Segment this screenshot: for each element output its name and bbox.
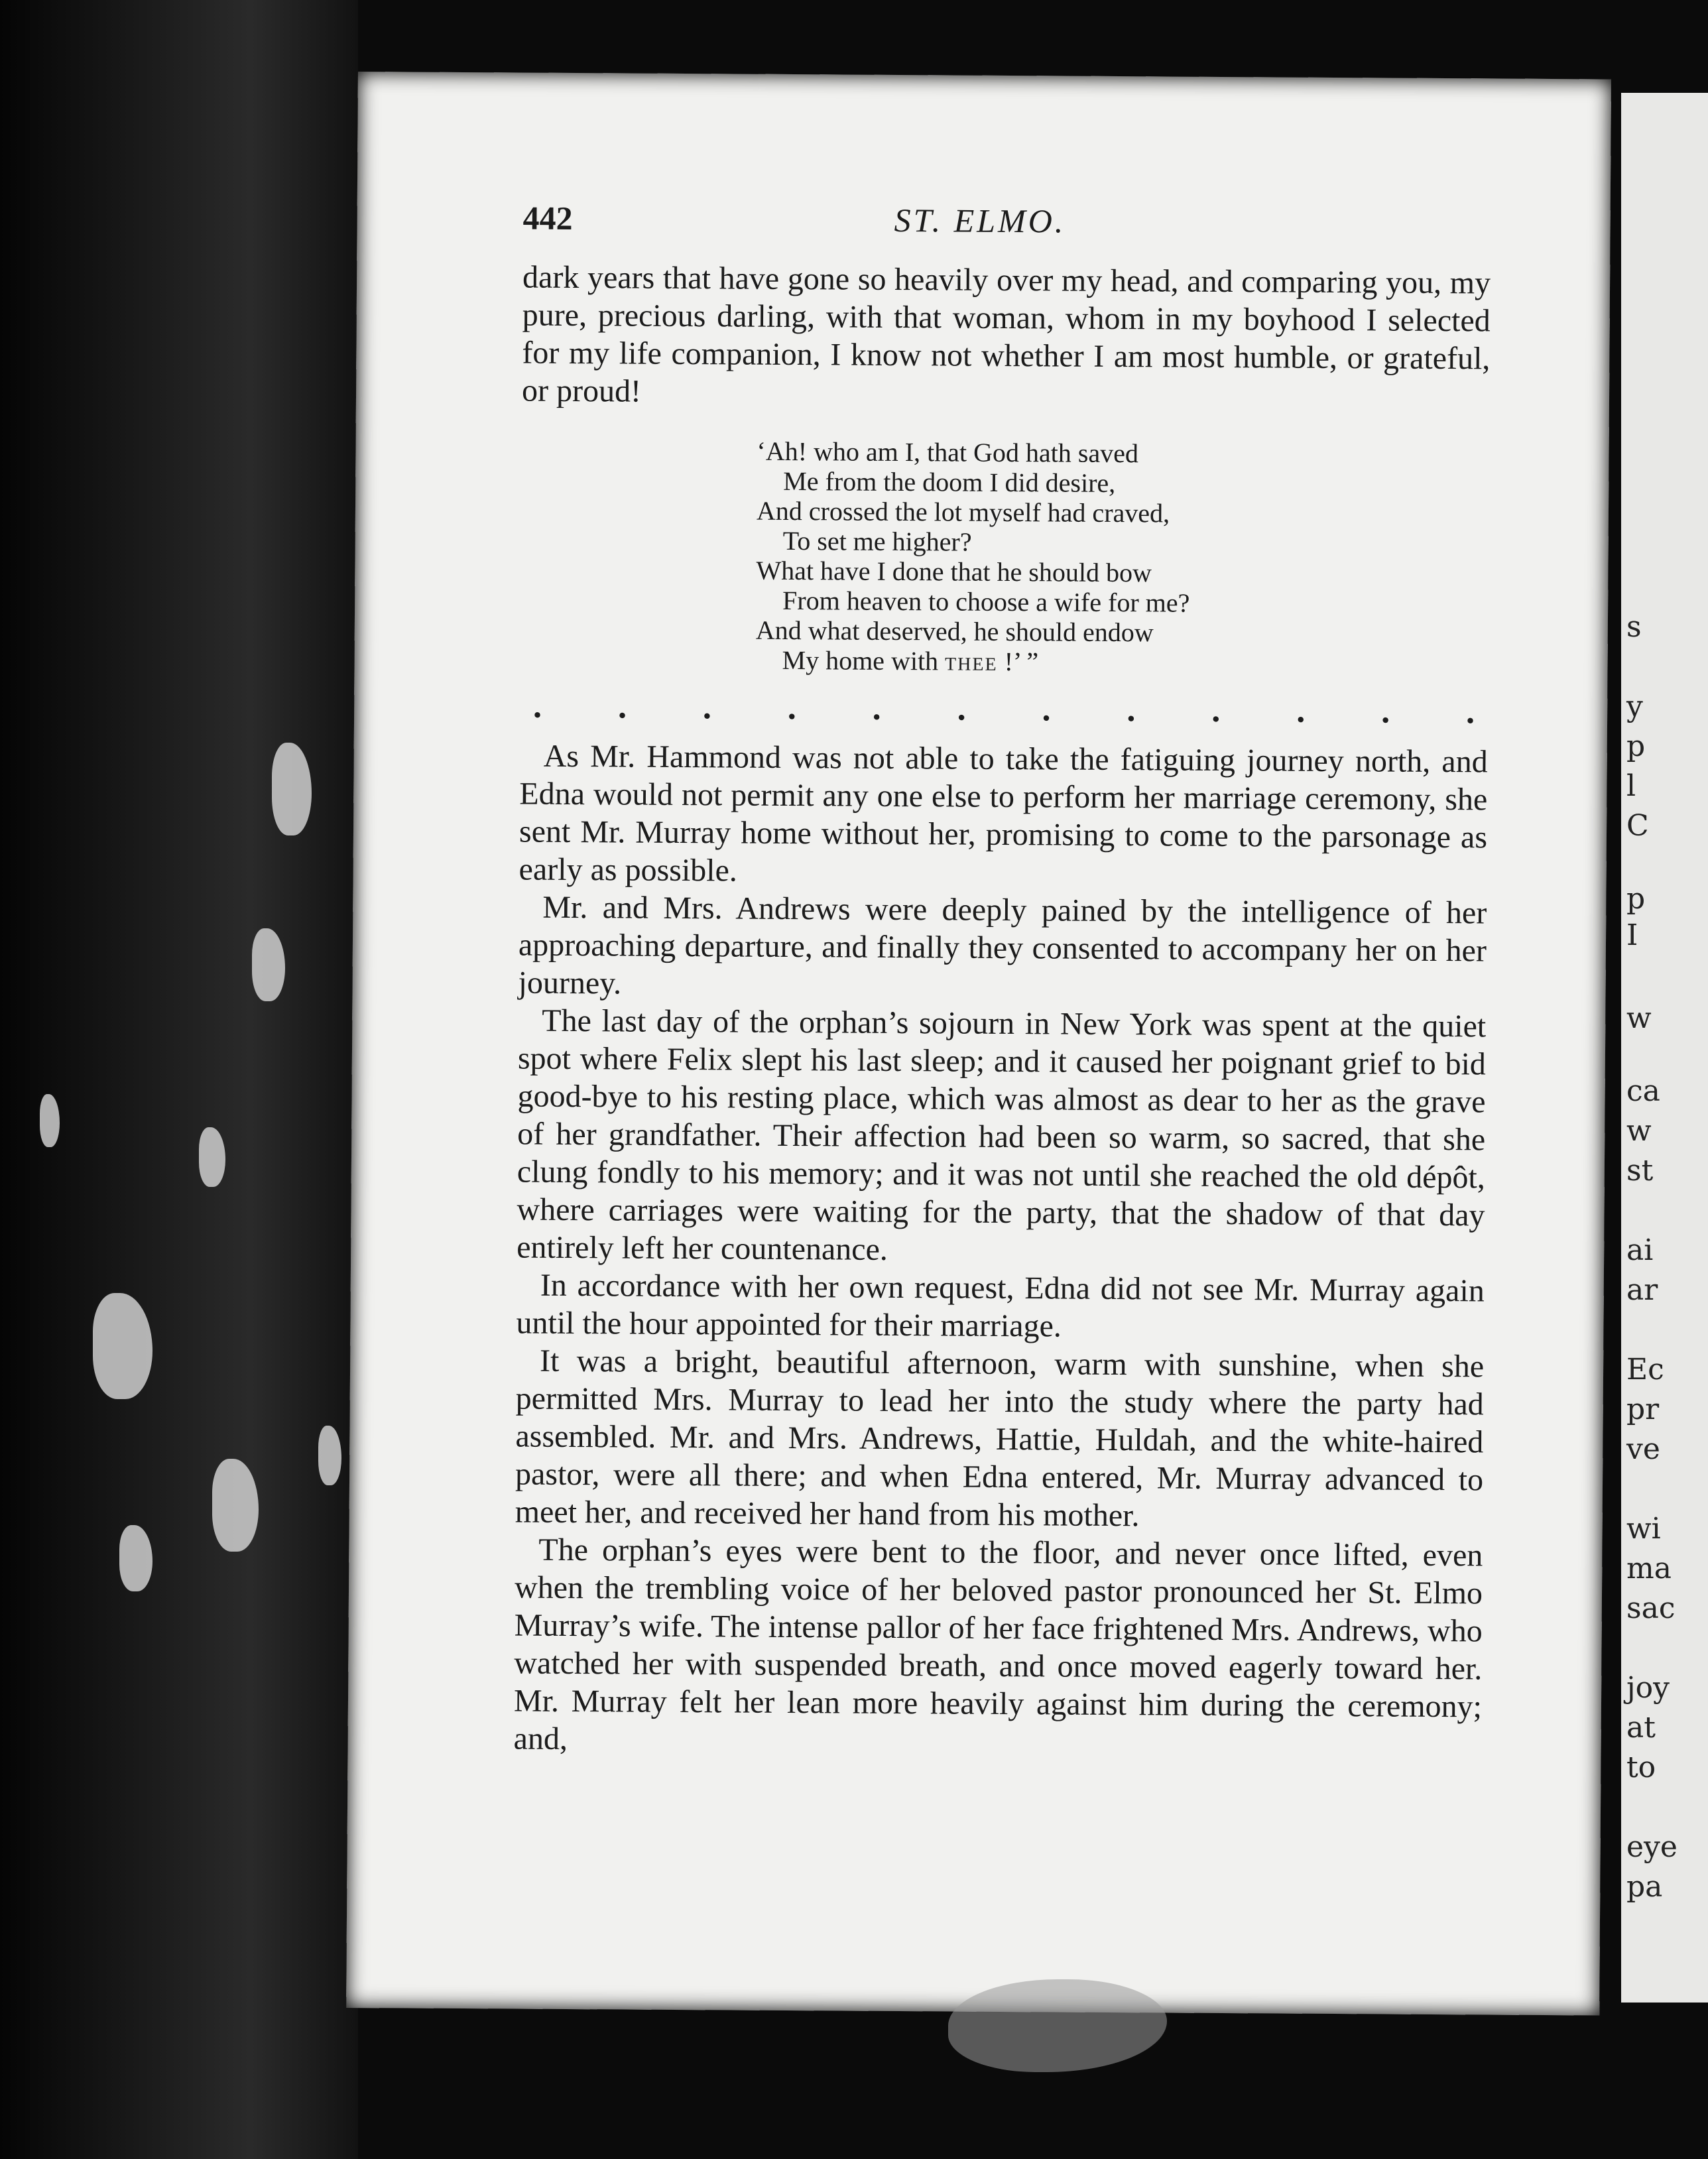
facing-page-fragment: joy (1626, 1671, 1670, 1705)
facing-page-fragment: Ec (1626, 1353, 1664, 1387)
facing-page-fragment: sac (1626, 1591, 1676, 1625)
body-paragraph: The orphan’s eyes were bent to the floor, and never once lifted, even when the trembling voice of her beloved pastor pronounced her St. Elmo Murray’s wife. The intense pallor of her face frightened Mrs. Andrews, who watched her with suspended breath, and once moved eagerly toward her. Mr. Murray felt her lean more heavily against him during the ceremony; and, (513, 1532, 1483, 1757)
poem-line: And what deserved, he should endow (755, 615, 1154, 648)
facing-page-edge (1621, 93, 1708, 2003)
poem-line (755, 645, 1488, 680)
ellipsis-dot: . (617, 688, 627, 726)
facing-page-fragment: s (1626, 610, 1642, 644)
ellipsis-dot: . (1381, 692, 1390, 731)
page-header (522, 199, 1491, 265)
facing-page-fragment: ve (1626, 1432, 1660, 1466)
poem-line: From heaven to choose a wife for me? (782, 585, 1190, 618)
ellipsis-dot: . (702, 688, 712, 727)
facing-page-fragment: ai (1626, 1233, 1654, 1267)
ellipsis-dot: . (1296, 692, 1306, 730)
poem-line: ‘Ah! who am I, that God hath saved (757, 436, 1139, 469)
ellipsis-dot: . (1465, 693, 1475, 731)
opening-paragraph: dark years that have gone so heavily over my head, and comparing you, my pure, precious darling, with that woman, whom in my boyhood I selected for my life companion, I know not whether I am most humble, or grateful, or proud! (521, 259, 1491, 409)
facing-page-fragment: ma (1626, 1552, 1672, 1585)
ellipsis-dot: . (787, 688, 797, 727)
facing-page-fragment: p (1626, 729, 1646, 763)
poem-emphasis: thee (944, 646, 998, 676)
facing-page-fragment: w (1626, 1001, 1652, 1035)
scan-smudge (948, 1979, 1167, 2072)
poem-text: !’ ” (1004, 646, 1039, 677)
facing-page-fragment: ar (1626, 1273, 1658, 1307)
facing-page-fragment: pr (1626, 1392, 1660, 1426)
ellipsis-dot: . (1042, 690, 1051, 729)
page-number: 442 (522, 199, 573, 237)
facing-page-fragment: eye (1626, 1830, 1677, 1864)
body-paragraph: As Mr. Hammond was not able to take the fatiguing journey north, and Edna would not permit any one else to perform her marriage ceremony, she sent Mr. Murray home without her, promising to come to the parsonage as early as possible. (518, 738, 1488, 889)
poem-line: What have I done that he should bow (756, 555, 1152, 588)
ellipsis-dot: . (872, 689, 881, 727)
book-page (346, 72, 1611, 2015)
poem-quotation (755, 436, 1489, 680)
page-content (513, 199, 1491, 1764)
book-binding-edge (0, 0, 358, 2159)
facing-page-fragment: w (1626, 1114, 1652, 1148)
ellipsis-dot: . (1127, 691, 1136, 729)
section-break-ellipsis (532, 687, 1475, 731)
poem-line: And crossed the lot myself had craved, (756, 495, 1170, 528)
facing-page-fragment: l (1626, 769, 1636, 803)
facing-page-fragment: st (1626, 1154, 1654, 1188)
body-paragraph: It was a bright, beautiful afternoon, warm with sunshine, when she permitted Mrs. Murray to lead her into the study where the party had assembled. Mr. and Mrs. Andrews, Hattie, Huldah, and the white-haired pastor, were all there; and when Edna entered, Mr. Murray advanced to meet her, and received her hand from his mother. (515, 1343, 1485, 1534)
poem-text: My home with (782, 645, 939, 676)
facing-page-fragment: ca (1626, 1074, 1660, 1108)
facing-page-fragment: at (1626, 1711, 1656, 1745)
facing-page-fragment: wi (1626, 1512, 1661, 1546)
ellipsis-dot: . (532, 687, 542, 725)
body-paragraph: Mr. and Mrs. Andrews were deeply pained by the intelligence of her approaching departure, and finally they consented to accompany her on her journey. (518, 889, 1487, 1001)
facing-page-fragment: p (1626, 882, 1646, 916)
body-paragraph: The last day of the orphan’s sojourn in New York was spent at the quiet spot where Felix slept his last sleep; and it caused her poignant grief to bid good-bye to his resting place, which was almost as dear to her as the grave of her grandfather. Their affection had been so warm, so sacred, that she clung fondly to his memory; and it was not until she reached the old dépôt, where carriages were waiting for the party, that the shadow of that day entirely left her countenance. (517, 1003, 1487, 1267)
facing-page-fragment: pa (1626, 1870, 1663, 1904)
ellipsis-dot: . (1211, 691, 1221, 729)
facing-page-fragment: to (1626, 1751, 1656, 1784)
poem-line: To set me higher? (782, 525, 972, 557)
facing-page-fragment: y (1626, 690, 1643, 723)
poem-line: Me from the doom I did desire, (783, 465, 1116, 498)
facing-page-fragment: I (1626, 918, 1638, 952)
ellipsis-dot: . (957, 690, 966, 728)
facing-page-fragment: C (1626, 809, 1649, 843)
running-title: ST. ELMO. (894, 201, 1066, 240)
body-paragraph: In accordance with her own request, Edna did not see Mr. Murray again until the hour appointed for their marriage. (516, 1267, 1485, 1344)
